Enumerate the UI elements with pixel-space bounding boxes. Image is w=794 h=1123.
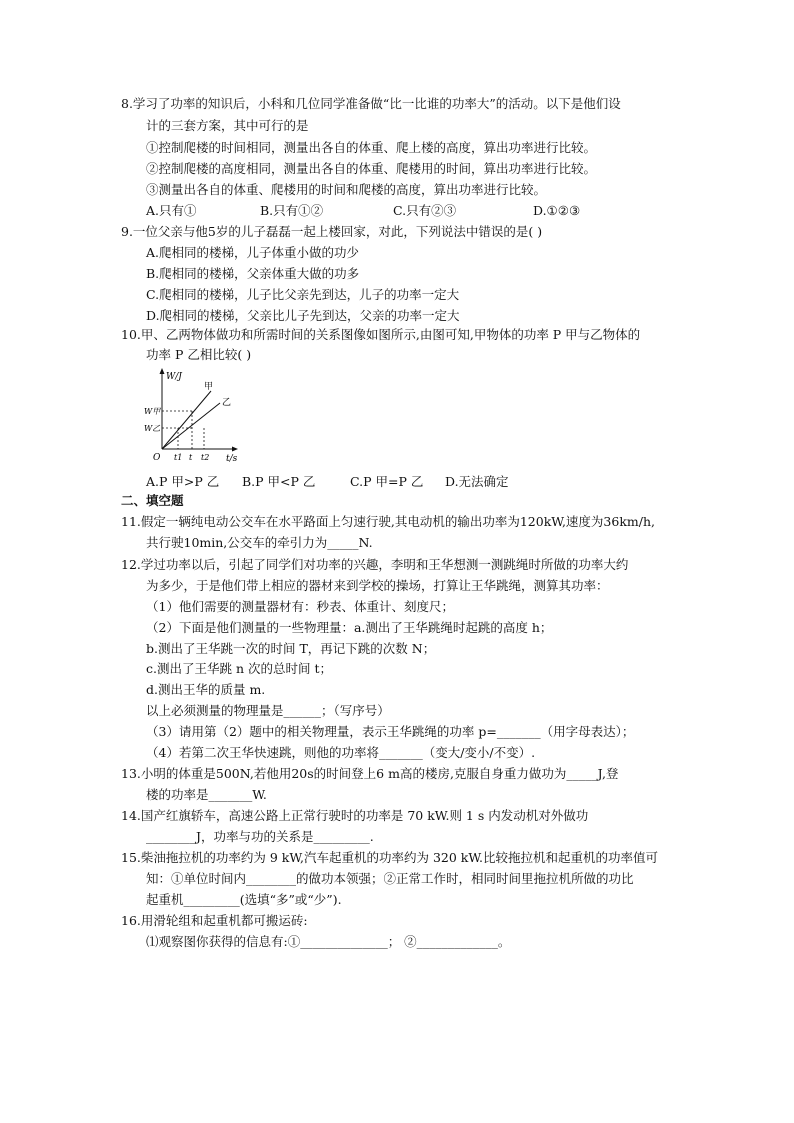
q9-option-b: B.爬相同的楼梯，父亲体重大做的功多 (146, 266, 360, 281)
q12-item-b: b.测出了王华跳一次的时间 T，再记下跳的次数 N； (146, 641, 436, 656)
q12-item-d: d.测出王华的质量 m. (146, 682, 266, 697)
q10-option-c: C.P 甲=P 乙 (350, 474, 424, 489)
w-yi-label: W乙 (144, 424, 161, 433)
q8-item-1: ①控制爬楼的时间相同，测量出各自的体重、爬上楼的高度，算出功率进行比较。 (146, 140, 597, 155)
q10-option-a: A.P 甲>P 乙 (146, 474, 220, 489)
q12-part1: （1）他们需要的测量器材有：秒表、体重计、刻度尺； (146, 599, 454, 614)
q15-line2: 知：①单位时间内________的做功本领强；②正常工作时，相同时间里拖拉机所做的功比 (146, 871, 634, 886)
q9-option-c: C.爬相同的楼梯，儿子比父亲先到达，儿子的功率一定大 (146, 287, 460, 302)
q16-line2: ⑴观察图你获得的信息有:①______________； ②_____________。 (146, 934, 511, 949)
q12-part4: （4）若第二次王华快速跳，则他的功率将_______（变大/变小/不变）. (146, 745, 536, 760)
q12-line1: 12.学过功率以后，引起了同学们对功率的兴趣，李明和王华想测一测跳绳时所做的功率大约 (121, 557, 629, 572)
q14-line2: ________J，功率与功的关系是_________. (146, 829, 374, 844)
q12-item-c: c.测出了王华跳 n 次的总时间 t； (146, 661, 332, 676)
x-axis-label: t/s (226, 454, 238, 463)
line-jia-label: 甲 (204, 382, 214, 392)
q9-stem: 9.一位父亲与他5岁的儿子磊磊一起上楼回家，对此，下列说法中错误的是( ) (121, 224, 543, 239)
t1-label: t1 (174, 453, 183, 462)
q12-line2: 为多少，于是他们带上相应的器材来到学校的操场，打算让王华跳绳，测算其功率： (146, 578, 609, 593)
q12-must-measure: 以上必须测量的物理量是______；（写序号） (146, 703, 390, 718)
q12-part2: （2）下面是他们测量的一些物理量：a.测出了王华跳绳时起跳的高度 h； (146, 620, 553, 635)
t-label: t (189, 453, 193, 462)
q8-stem-line2: 计的三套方案，其中可行的是 (146, 118, 309, 133)
w-jia-label: W甲 (144, 407, 161, 416)
y-axis-arrow-icon (160, 368, 165, 374)
x-axis-arrow-icon (232, 447, 238, 452)
q8-option-b: B.只有①② (260, 203, 324, 218)
q12-part3: （3）请用第（2）题中的相关物理量，表示王华跳绳的功率 p=_______（用字母表达）； (146, 724, 635, 739)
q9-option-a: A.爬相同的楼梯，儿子体重小做的功少 (146, 245, 360, 260)
q10-option-d: D.无法确定 (445, 474, 509, 489)
q8-option-a: A.只有① (146, 203, 197, 218)
q15-line1: 15.柴油拖拉机的功率约为 9 kW,汽车起重机的功率约为 320 kW.比较拖拉机和起重机的功率值可 (121, 850, 659, 865)
section-title-fill-blank: 二、填空题 (121, 493, 184, 508)
q13-line1: 13.小明的体重是500N,若他用20s的时间登上6 m高的楼房,克服自身重力做功为_____J,登 (121, 766, 619, 781)
q10-option-b: B.P 甲<P 乙 (242, 474, 316, 489)
work-time-graph (144, 367, 244, 463)
origin-label: O (153, 453, 161, 463)
q16-line1: 16.用滑轮组和起重机都可搬运砖: (121, 913, 308, 928)
q14-line1: 14.国产红旗轿车，高速公路上正常行驶时的功率是 70 kW.则 1 s 内发动机对外做功 (121, 808, 589, 823)
t2-label: t2 (201, 453, 210, 462)
q8-option-c: C.只有②③ (393, 203, 457, 218)
line-yi-label: 乙 (222, 398, 232, 408)
q8-option-d: D.①②③ (533, 203, 581, 218)
line-yi (162, 403, 220, 449)
q15-line3: 起重机_________(选填“多”或“少”). (146, 892, 342, 907)
q10-stem-line2: 功率 P 乙相比较( ) (146, 347, 252, 362)
q8-stem-line1: 8.学习了功率的知识后，小科和几位同学准备做“比一比谁的功率大”的活动。以下是他们设 (121, 96, 621, 111)
q11-line1: 11.假定一辆纯电动公交车在水平路面上匀速行驶,其电动机的输出功率为120kW,速度为36km/h, (121, 514, 655, 529)
q8-item-2: ②控制爬楼的高度相同，测量出各自的体重、爬楼用的时间，算出功率进行比较。 (146, 161, 597, 176)
q8-item-3: ③测量出各自的体重、爬楼用的时间和爬楼的高度，算出功率进行比较。 (146, 182, 547, 197)
q9-option-d: D.爬相同的楼梯，父亲比儿子先到达，父亲的功率一定大 (146, 308, 460, 323)
q13-line2: 楼的功率是_______W. (146, 787, 267, 802)
q10-stem-line1: 10.甲、乙两物体做功和所需时间的关系图像如图所示,由图可知,甲物体的功率 P 甲与乙物体的 (121, 327, 641, 342)
y-axis-label: W/J (166, 372, 182, 382)
q11-line2: 共行驶10min,公交车的牵引力为_____N. (146, 535, 373, 550)
